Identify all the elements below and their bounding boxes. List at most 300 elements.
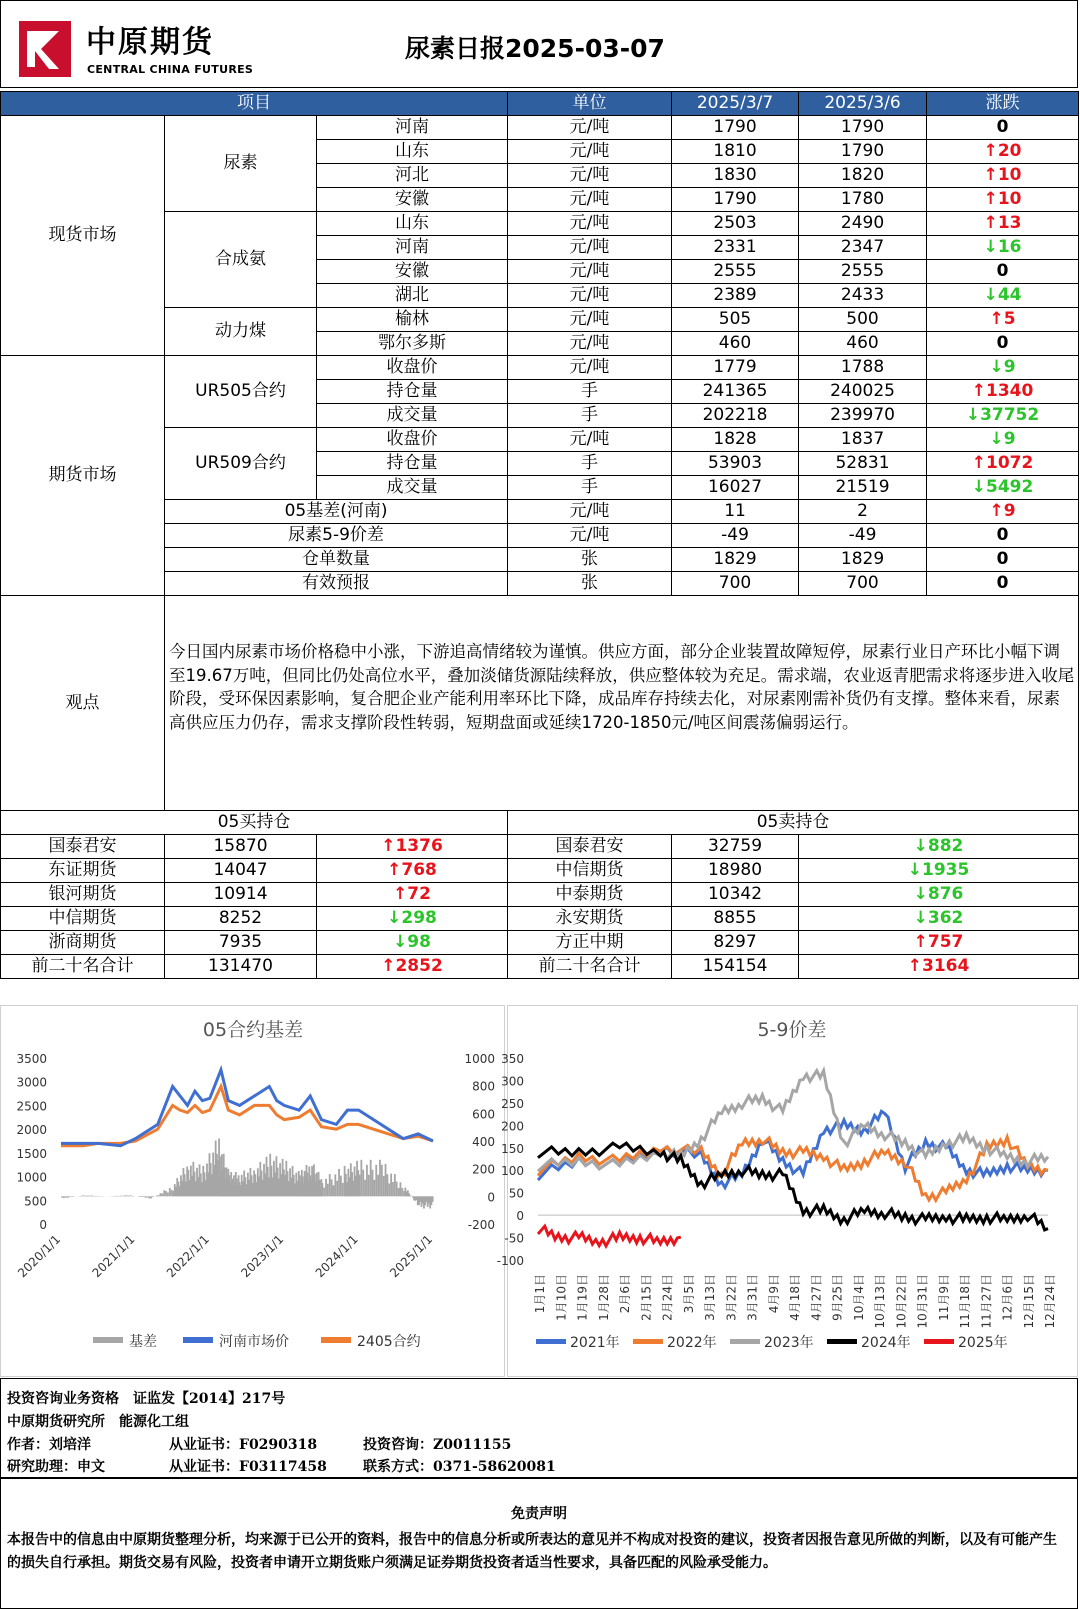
unit-cell: 元/吨 [508, 236, 672, 260]
today-value-cell: 241365 [672, 380, 799, 404]
x-tick-label: 3月31日 [745, 1274, 760, 1321]
item-label: 湖北 [317, 284, 508, 308]
basis-bar [121, 1196, 123, 1197]
unit-cell: 元/吨 [508, 356, 672, 380]
x-tick-label: 3月22日 [724, 1274, 739, 1321]
x-tick-label: 3月5日 [681, 1274, 696, 1314]
institute-text: 中原期货研究所 能源化工组 [7, 1414, 189, 1430]
basis-bar [359, 1175, 361, 1197]
change-cell: 0 [927, 116, 1079, 140]
change-cell: 0 [927, 572, 1079, 596]
x-tick-label: 1月10日 [554, 1274, 569, 1321]
buy-broker-name: 国泰君安 [1, 835, 165, 859]
x-tick-label: 9月25日 [830, 1274, 845, 1321]
change-cell: ↓9 [927, 356, 1079, 380]
x-tick-label: 2025/1/1 [387, 1232, 436, 1281]
basis-bar [368, 1175, 370, 1197]
prev-value-cell: 700 [799, 572, 927, 596]
basis-bar [124, 1195, 126, 1196]
x-tick-label: 1月28日 [596, 1274, 611, 1321]
item-label: 尿素5-9价差 [165, 524, 508, 548]
y-left-tick-label: 1000 [16, 1170, 47, 1185]
buy-broker-name: 中信期货 [1, 907, 165, 931]
sell-volume: 32759 [672, 835, 799, 859]
basis-bar [65, 1196, 67, 1197]
basis-bar [115, 1196, 117, 1197]
view-row [1, 596, 1079, 811]
qualification-text: 投资咨询业务资格 证监发【2014】217号 [7, 1391, 286, 1407]
today-value-cell: 2331 [672, 236, 799, 260]
basis-bar [396, 1182, 398, 1197]
change-cell: 0 [927, 524, 1079, 548]
basis-bar [89, 1196, 91, 1197]
x-tick-label: 10月4日 [851, 1274, 866, 1321]
table-row [1, 931, 1079, 955]
basis-bar [323, 1188, 325, 1197]
legend-label: 2405合约 [357, 1334, 421, 1350]
series-line-2021年 [538, 1111, 1048, 1187]
analyst-info [0, 1378, 1078, 1478]
y-right-tick-label: 0 [487, 1190, 495, 1205]
x-tick-label: 12月24日 [1043, 1274, 1057, 1329]
basis-bar [379, 1160, 381, 1197]
x-tick-label: 4月18日 [788, 1274, 802, 1321]
unit-cell: 元/吨 [508, 308, 672, 332]
author-text: 作者：刘培洋 [7, 1437, 91, 1453]
buy-volume: 14047 [165, 859, 317, 883]
y-tick-label: 300 [501, 1074, 524, 1089]
group-label: 尿素 [165, 116, 317, 212]
basis-bar [147, 1196, 149, 1197]
basis-bar [67, 1196, 69, 1198]
item-label: 收盘价 [317, 428, 508, 452]
item-label: 安徽 [317, 188, 508, 212]
y-tick-label: 350 [501, 1052, 524, 1066]
sell-change: ↓876 [799, 883, 1079, 907]
legend-swatch [827, 1339, 857, 1344]
x-tick-label: 2022/1/1 [163, 1232, 212, 1281]
basis-bar [432, 1196, 434, 1202]
x-tick-label: 2020/1/1 [15, 1232, 64, 1281]
col-header-unit: 单位 [508, 92, 672, 116]
basis-bar [93, 1196, 95, 1197]
buy-broker-name: 浙商期货 [1, 931, 165, 955]
sell-broker-name: 前二十名合计 [508, 955, 672, 979]
unit-cell: 元/吨 [508, 188, 672, 212]
series-line-2025年 [538, 1226, 681, 1246]
table-row [1, 883, 1079, 907]
basis-bar [169, 1188, 171, 1196]
buy-volume: 10914 [165, 883, 317, 907]
today-value-cell: 1810 [672, 140, 799, 164]
report-header [0, 0, 1078, 88]
group-label: UR509合约 [165, 428, 317, 500]
basis-bar [72, 1196, 74, 1197]
change-cell: ↑10 [927, 164, 1079, 188]
legend-swatch [183, 1337, 213, 1343]
today-value-cell: 2389 [672, 284, 799, 308]
basis-bar [331, 1179, 333, 1196]
col-header-date1: 2025/3/7 [672, 92, 799, 116]
contact-text: 联系方式：0371-58620081 [363, 1459, 556, 1475]
item-label: 05基差(河南) [165, 500, 508, 524]
sell-change: ↑757 [799, 931, 1079, 955]
chart-title: 05合约基差 [202, 1019, 304, 1041]
basis-bar [387, 1174, 389, 1196]
basis-bar [336, 1181, 338, 1197]
today-value-cell: 1828 [672, 428, 799, 452]
y-right-tick-label: 400 [472, 1135, 495, 1149]
table-row [1, 955, 1079, 979]
change-cell: ↑20 [927, 140, 1079, 164]
unit-cell: 手 [508, 476, 672, 500]
unit-cell: 元/吨 [508, 260, 672, 284]
x-tick-label: 2021/1/1 [89, 1232, 138, 1281]
group-label: 动力煤 [165, 308, 317, 356]
item-label: 仓单数量 [165, 548, 508, 572]
basis-bar [150, 1196, 152, 1198]
item-label: 鄂尔多斯 [317, 332, 508, 356]
basis-bar [362, 1170, 364, 1197]
basis-bar [388, 1183, 390, 1196]
basis-bar [360, 1160, 362, 1197]
y-left-tick-label: 0 [39, 1218, 47, 1232]
item-label: 河南 [317, 116, 508, 140]
basis-bar [68, 1196, 70, 1197]
table-row [1, 116, 1079, 140]
unit-cell: 手 [508, 404, 672, 428]
y-right-tick-label: 1000 [464, 1052, 495, 1066]
prev-value-cell: 21519 [799, 476, 927, 500]
basis-bar [370, 1160, 372, 1197]
author-consult-text: 投资咨询：Z0011155 [363, 1437, 512, 1453]
y-tick-label: 50 [508, 1186, 524, 1201]
sell-broker-name: 中泰期货 [508, 883, 672, 907]
view-label: 观点 [1, 596, 165, 811]
logo-cn-text: 中原期货 [86, 25, 214, 60]
basis-bar [85, 1196, 87, 1197]
table-row [1, 356, 1079, 380]
item-label: 榆林 [317, 308, 508, 332]
basis-bar [342, 1183, 344, 1196]
buy-change: ↑768 [317, 859, 508, 883]
item-label: 成交量 [317, 404, 508, 428]
basis-bar [63, 1196, 65, 1198]
author-cert-text: 从业证书：F0290318 [169, 1437, 318, 1453]
legend-swatch [93, 1337, 123, 1343]
basis-bar [334, 1174, 336, 1196]
basis-bar [156, 1195, 158, 1196]
sell-broker-name: 中信期货 [508, 859, 672, 883]
today-value-cell: 2555 [672, 260, 799, 284]
assistant-cert-text: 从业证书：F03117458 [169, 1459, 327, 1475]
company-logo-icon [19, 21, 71, 77]
legend-label: 2025年 [958, 1335, 1008, 1351]
y-left-tick-label: 500 [24, 1194, 47, 1209]
legend-swatch [633, 1339, 663, 1344]
disclaimer [0, 1478, 1078, 1609]
today-value-cell: 202218 [672, 404, 799, 428]
view-text: 今日国内尿素市场价格稳中小涨，下游追高情绪较为谨慎。供应方面，部分企业装置故障短停，尿素行业日产环比小幅下调至19.67万吨，但同比仍处高位水平，叠加淡储货源陆续释放，供应整体较为充足。需求端，农业返青肥需求将逐步进入收尾阶段，受环保因素影响，复合肥企业产能利用率环比下降，成品库存持续去化，对尿素刚需补货仍有支撑。整体来看，尿素高供应压力仍存，需求支撑阶段性转弱，短期盘面或延续1720-1850元/吨区间震荡偏弱运行。 [165, 596, 1079, 811]
basis-bar [400, 1182, 402, 1196]
today-value-cell: 1829 [672, 548, 799, 572]
prev-value-cell: 1790 [799, 140, 927, 164]
x-tick-label: 1月1日 [533, 1274, 547, 1314]
item-label: 有效预报 [165, 572, 508, 596]
basis-bar [385, 1164, 387, 1196]
basis-bar [329, 1174, 331, 1196]
y-right-tick-label: 800 [472, 1079, 495, 1094]
basis-bar [364, 1180, 366, 1197]
legend-swatch [536, 1339, 566, 1344]
buy-change: ↑1376 [317, 835, 508, 859]
basis-bar [366, 1165, 368, 1197]
change-cell: ↓5492 [927, 476, 1079, 500]
today-value-cell: 11 [672, 500, 799, 524]
disclaimer-title: 免责声明 [511, 1506, 567, 1522]
legend-swatch [321, 1337, 351, 1343]
unit-cell: 元/吨 [508, 212, 672, 236]
prev-value-cell: 1790 [799, 116, 927, 140]
basis-bar [128, 1196, 130, 1197]
x-tick-label: 2月6日 [618, 1274, 632, 1314]
basis-bar [401, 1188, 403, 1196]
prev-value-cell: 240025 [799, 380, 927, 404]
basis-bar [390, 1174, 392, 1197]
legend-label: 2021年 [570, 1335, 620, 1351]
basis-bar [143, 1196, 145, 1197]
prev-value-cell: 2347 [799, 236, 927, 260]
item-label: 持仓量 [317, 452, 508, 476]
positions-header-row [1, 811, 1079, 835]
basis-bar [81, 1196, 83, 1197]
legend-label: 2023年 [764, 1335, 814, 1351]
spread-chart-svg [496, 1006, 1077, 1376]
basis-bar [130, 1195, 132, 1196]
basis-bar [325, 1179, 327, 1197]
basis-bar [158, 1195, 160, 1196]
y-left-tick-label: 2500 [16, 1099, 47, 1114]
prev-value-cell: 2 [799, 500, 927, 524]
y-tick-label: 150 [501, 1141, 524, 1156]
prev-value-cell: 1837 [799, 428, 927, 452]
x-tick-label: 10月31日 [915, 1274, 930, 1329]
buy-volume: 15870 [165, 835, 317, 859]
basis-bar [381, 1165, 383, 1197]
page-title: 尿素日报2025-03-07 [405, 34, 665, 63]
prev-value-cell: 2555 [799, 260, 927, 284]
today-value-cell: 53903 [672, 452, 799, 476]
basis-bar [139, 1196, 141, 1197]
y-right-tick-label: 600 [472, 1107, 495, 1122]
basis-bar [338, 1169, 340, 1196]
unit-cell: 张 [508, 572, 672, 596]
unit-cell: 元/吨 [508, 524, 672, 548]
y-tick-label: 100 [501, 1164, 524, 1179]
section-futures-market: 期货市场 [1, 356, 165, 596]
logo-mark-icon [19, 21, 71, 77]
today-value-cell: 1790 [672, 188, 799, 212]
x-tick-label: 11月27日 [979, 1274, 994, 1329]
y-left-tick-label: 2000 [16, 1123, 47, 1138]
item-label: 安徽 [317, 260, 508, 284]
group-label: UR505合约 [165, 356, 317, 428]
basis-bar [372, 1170, 374, 1197]
basis-bar [160, 1193, 162, 1196]
sell-change: ↓882 [799, 835, 1079, 859]
item-label: 河南 [317, 236, 508, 260]
series-line-河南市场价 [61, 1070, 433, 1146]
basis-bar [167, 1192, 169, 1196]
change-cell: ↓37752 [927, 404, 1079, 428]
y-tick-label: 200 [501, 1119, 524, 1134]
sell-volume: 154154 [672, 955, 799, 979]
buy-positions-title: 05买持仓 [1, 811, 508, 835]
basis-chart-svg [1, 1006, 504, 1376]
buy-change: ↑72 [317, 883, 508, 907]
change-cell: 0 [927, 332, 1079, 356]
y-right-tick-label: 200 [472, 1162, 495, 1177]
table-header-row [1, 92, 1079, 116]
y-tick-label: -50 [504, 1231, 524, 1246]
chart-title: 5-9价差 [757, 1019, 827, 1041]
sell-broker-name: 国泰君安 [508, 835, 672, 859]
change-cell: ↑9 [927, 500, 1079, 524]
today-value-cell: 1779 [672, 356, 799, 380]
table-row [1, 907, 1079, 931]
today-value-cell: 505 [672, 308, 799, 332]
buy-broker-name: 东证期货 [1, 859, 165, 883]
sell-broker-name: 永安期货 [508, 907, 672, 931]
basis-chart [0, 1005, 505, 1377]
item-label: 持仓量 [317, 380, 508, 404]
item-label: 山东 [317, 212, 508, 236]
unit-cell: 元/吨 [508, 284, 672, 308]
buy-broker-name: 前二十名合计 [1, 955, 165, 979]
buy-broker-name: 银河期货 [1, 883, 165, 907]
assistant-text: 研究助理：申文 [7, 1459, 105, 1475]
x-tick-label: 12月6日 [1000, 1274, 1015, 1321]
buy-change: ↓298 [317, 907, 508, 931]
sell-change: ↑3164 [799, 955, 1079, 979]
item-label: 河北 [317, 164, 508, 188]
change-cell: 0 [927, 260, 1079, 284]
prev-value-cell: 2490 [799, 212, 927, 236]
basis-bar [375, 1165, 377, 1197]
unit-cell: 元/吨 [508, 116, 672, 140]
basis-bar [152, 1196, 154, 1197]
today-value-cell: 1830 [672, 164, 799, 188]
unit-cell: 元/吨 [508, 428, 672, 452]
unit-cell: 元/吨 [508, 332, 672, 356]
prev-value-cell: 1820 [799, 164, 927, 188]
legend-label: 河南市场价 [219, 1334, 289, 1350]
data-table [0, 91, 1079, 979]
unit-cell: 元/吨 [508, 500, 672, 524]
today-value-cell: 460 [672, 332, 799, 356]
x-tick-label: 4月27日 [809, 1274, 824, 1321]
unit-cell: 手 [508, 380, 672, 404]
basis-bar [333, 1185, 335, 1196]
unit-cell: 手 [508, 452, 672, 476]
unit-cell: 元/吨 [508, 164, 672, 188]
x-tick-label: 1月19日 [575, 1274, 590, 1321]
item-label: 成交量 [317, 476, 508, 500]
section-spot-market: 现货市场 [1, 116, 165, 356]
today-value-cell: -49 [672, 524, 799, 548]
change-cell: ↑1340 [927, 380, 1079, 404]
x-tick-label: 10月13日 [873, 1274, 887, 1329]
basis-bar [373, 1180, 375, 1197]
basis-bar [392, 1182, 394, 1196]
basis-bar [91, 1196, 93, 1197]
basis-bar [83, 1195, 85, 1196]
today-value-cell: 700 [672, 572, 799, 596]
y-left-tick-label: 3500 [16, 1052, 47, 1066]
change-cell: ↑13 [927, 212, 1079, 236]
today-value-cell: 2503 [672, 212, 799, 236]
x-tick-label: 10月22日 [894, 1274, 909, 1329]
y-left-tick-label: 1500 [16, 1146, 47, 1161]
x-tick-label: 2月24日 [660, 1274, 675, 1321]
prev-value-cell: 239970 [799, 404, 927, 428]
sell-broker-name: 方正中期 [508, 931, 672, 955]
col-header-item: 项目 [1, 92, 508, 116]
y-tick-label: 0 [516, 1209, 524, 1224]
today-value-cell: 1790 [672, 116, 799, 140]
basis-bar [122, 1196, 124, 1197]
change-cell: ↓44 [927, 284, 1079, 308]
basis-bar [171, 1190, 173, 1196]
prev-value-cell: -49 [799, 524, 927, 548]
basis-bar [161, 1193, 163, 1196]
x-tick-label: 12月15日 [1021, 1274, 1036, 1329]
buy-volume: 131470 [165, 955, 317, 979]
x-tick-label: 11月18日 [958, 1274, 972, 1329]
item-label: 山东 [317, 140, 508, 164]
x-tick-label: 2月15日 [639, 1274, 654, 1321]
x-tick-label: 2024/1/1 [312, 1232, 361, 1281]
prev-value-cell: 500 [799, 308, 927, 332]
change-cell: ↓16 [927, 236, 1079, 260]
prev-value-cell: 1780 [799, 188, 927, 212]
unit-cell: 张 [508, 548, 672, 572]
col-header-change: 涨跌 [927, 92, 1079, 116]
prev-value-cell: 1788 [799, 356, 927, 380]
basis-bar [398, 1188, 400, 1196]
table-row [1, 835, 1079, 859]
item-label: 收盘价 [317, 356, 508, 380]
sell-volume: 8297 [672, 931, 799, 955]
y-right-tick-label: -200 [467, 1218, 495, 1232]
buy-change: ↓98 [317, 931, 508, 955]
unit-cell: 元/吨 [508, 140, 672, 164]
change-cell: ↑5 [927, 308, 1079, 332]
buy-change: ↑2852 [317, 955, 508, 979]
sell-volume: 10342 [672, 883, 799, 907]
sell-positions-title: 05卖持仓 [508, 811, 1079, 835]
prev-value-cell: 460 [799, 332, 927, 356]
basis-bar [145, 1196, 147, 1197]
table-row [1, 859, 1079, 883]
legend-label: 2022年 [667, 1335, 717, 1351]
basis-bar [394, 1174, 396, 1196]
basis-bar [409, 1195, 411, 1196]
basis-bar [340, 1176, 342, 1197]
sell-volume: 18980 [672, 859, 799, 883]
y-left-tick-label: 3000 [16, 1075, 47, 1090]
x-tick-label: 2023/1/1 [238, 1232, 287, 1281]
